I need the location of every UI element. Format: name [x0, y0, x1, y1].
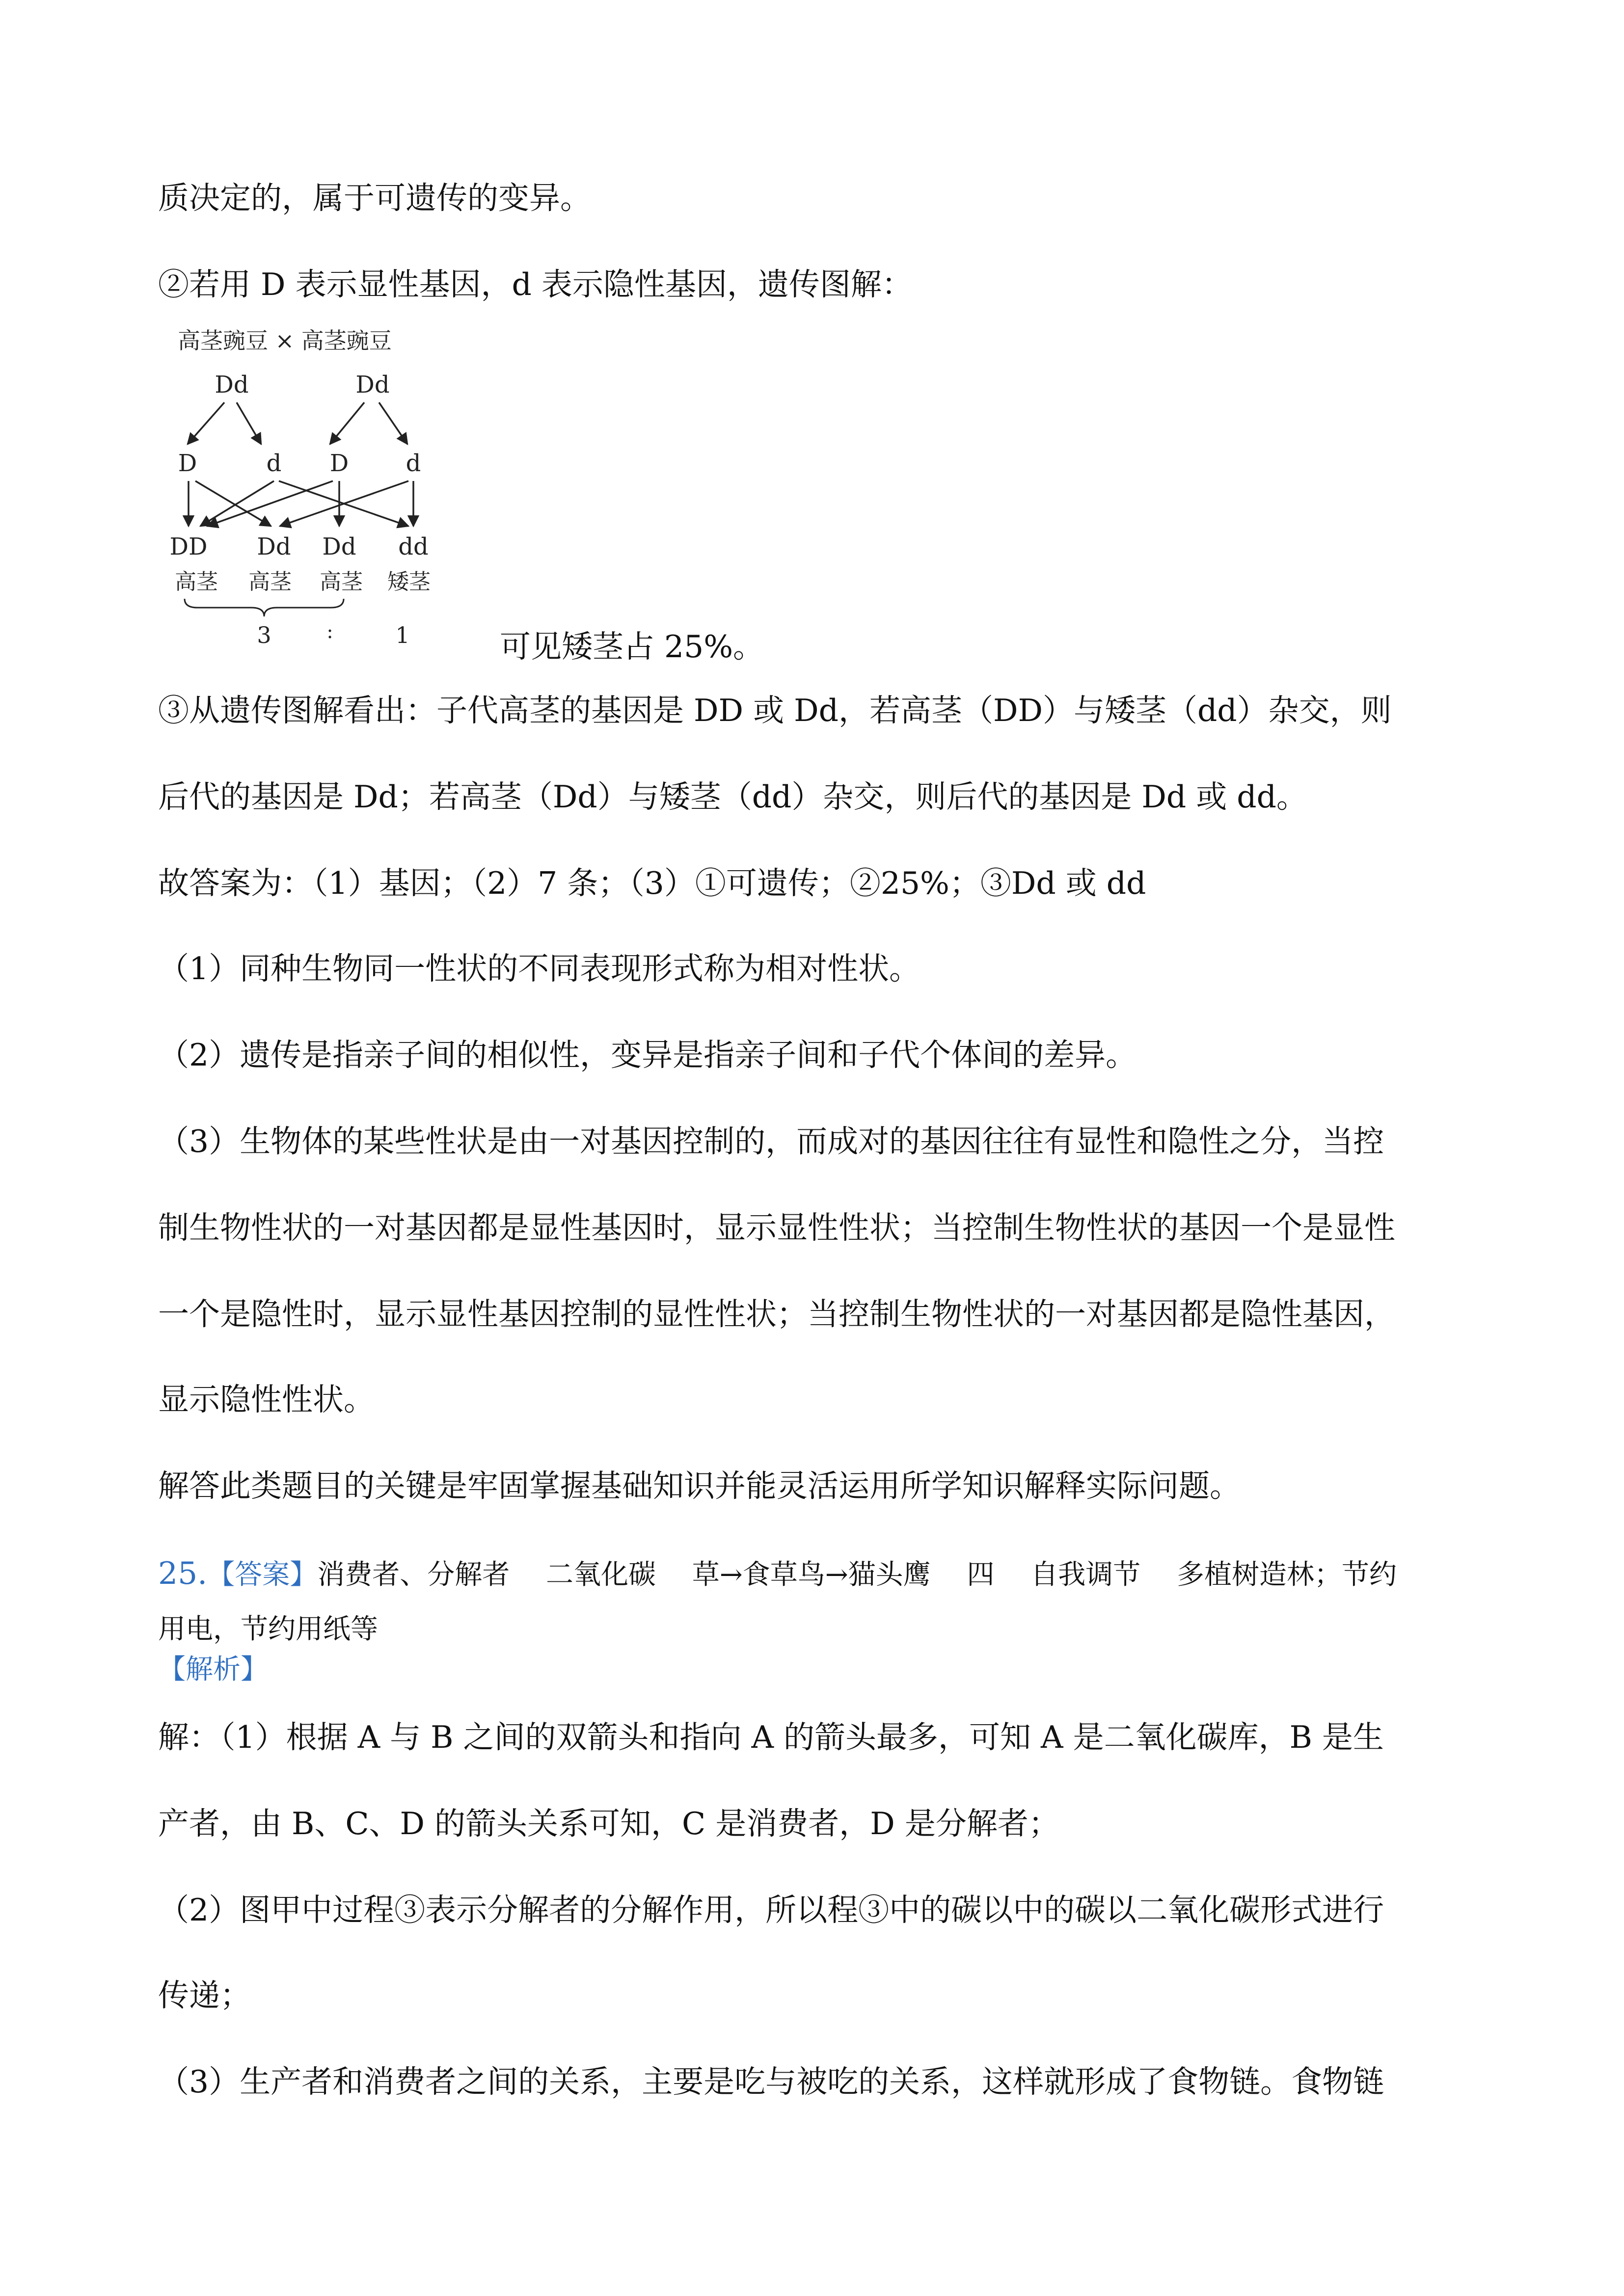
offspring-phenotype: 矮茎	[387, 569, 431, 594]
offspring-genotype: dd	[398, 533, 429, 561]
answer-tag: 【答案】	[207, 1559, 318, 1591]
text-line: （3）生产者和消费者之间的关系，主要是吃与被吃的关系，这样就形成了食物链。食物链	[158, 2064, 1384, 2100]
text-line: （2）图甲中过程③表示分解者的分解作用，所以程③中的碳以中的碳以二氧化碳形式进行	[158, 1892, 1384, 1928]
text-line: 后代的基因是 Dd；若高茎（Dd）与矮茎（dd）杂交，则后代的基因是 Dd 或 dd。	[158, 779, 1307, 815]
offspring-phenotype: 高茎	[248, 569, 292, 594]
inheritance-diagram	[169, 324, 453, 648]
gamete-label: d	[266, 450, 282, 477]
question-25-answer-line	[158, 1554, 1397, 1595]
text-line: 质决定的，属于可遗传的变异。	[158, 180, 591, 216]
text-line: 一个是隐性时，显示显性基因控制的显性性状；当控制生物性状的一对基因都是隐性基因，	[158, 1296, 1395, 1332]
offspring-genotype: Dd	[322, 533, 356, 561]
text-line: 解答此类题目的关键是牢固掌握基础知识并能灵活运用所学知识解释实际问题。	[158, 1468, 1241, 1504]
text-line: 制生物性状的一对基因都是显性基因时，显示显性性状；当控制生物性状的基因一个是显性	[158, 1210, 1395, 1246]
brace	[185, 599, 344, 616]
gamete-arrows	[188, 402, 407, 444]
text-line: （3）生物体的某些性状是由一对基因控制的，而成对的基因往往有显性和隐性之分，当控	[158, 1123, 1384, 1159]
text-line: 显示隐性性状。	[158, 1382, 375, 1417]
offspring-genotype: Dd	[257, 533, 291, 561]
question-number: 25.	[158, 1555, 208, 1591]
ratio-left: 3	[257, 622, 271, 648]
answer-continuation: 用电，节约用纸等	[158, 1613, 378, 1645]
answer-text: 消费者、分解者 二氧化碳 草→食草鸟→猫头鹰 四 自我调节 多植树造林；节约	[317, 1559, 1397, 1591]
parent-genotype-left: Dd	[215, 371, 249, 399]
ratio-right: 1	[395, 622, 410, 648]
parents-label: 高茎豌豆 × 高茎豌豆	[178, 327, 392, 354]
text-line: 可见矮茎占 25%。	[500, 629, 764, 665]
text-line: 产者，由 B、C、D 的箭头关系可知，C 是消费者，D 是分解者；	[158, 1806, 1059, 1842]
text-line: 解：（1）根据 A 与 B 之间的双箭头和指向 A 的箭头最多，可知 A 是二氧化碳库，B 是生	[158, 1719, 1384, 1755]
text-line: 传递；	[158, 1977, 251, 2013]
analysis-tag: 【解析】	[158, 1654, 268, 1685]
gamete-label: D	[329, 450, 349, 477]
gamete-label: D	[178, 450, 197, 477]
ratio-separator: :	[326, 620, 333, 643]
text-line: ③从遗传图解看出：子代高茎的基因是 DD 或 Dd，若高茎（DD）与矮茎（dd）杂交，则	[158, 693, 1392, 728]
text-line: （1）同种生物同一性状的不同表现形式称为相对性状。	[158, 951, 920, 987]
text-line: ②若用 D 表示显性基因，d 表示隐性基因，遗传图解：	[158, 267, 913, 302]
text-line: （2）遗传是指亲子间的相似性，变异是指亲子间和子代个体间的差异。	[158, 1037, 1137, 1073]
offspring-genotype: DD	[169, 533, 208, 561]
offspring-phenotype: 高茎	[175, 569, 218, 594]
offspring-phenotype: 高茎	[320, 569, 363, 594]
parent-genotype-right: Dd	[355, 371, 390, 399]
gamete-label: d	[406, 450, 421, 477]
fertilization-arrows	[189, 481, 413, 526]
text-line: 故答案为：（1）基因；（2）7 条；（3）①可遗传；②25%；③Dd 或 dd	[158, 865, 1146, 901]
